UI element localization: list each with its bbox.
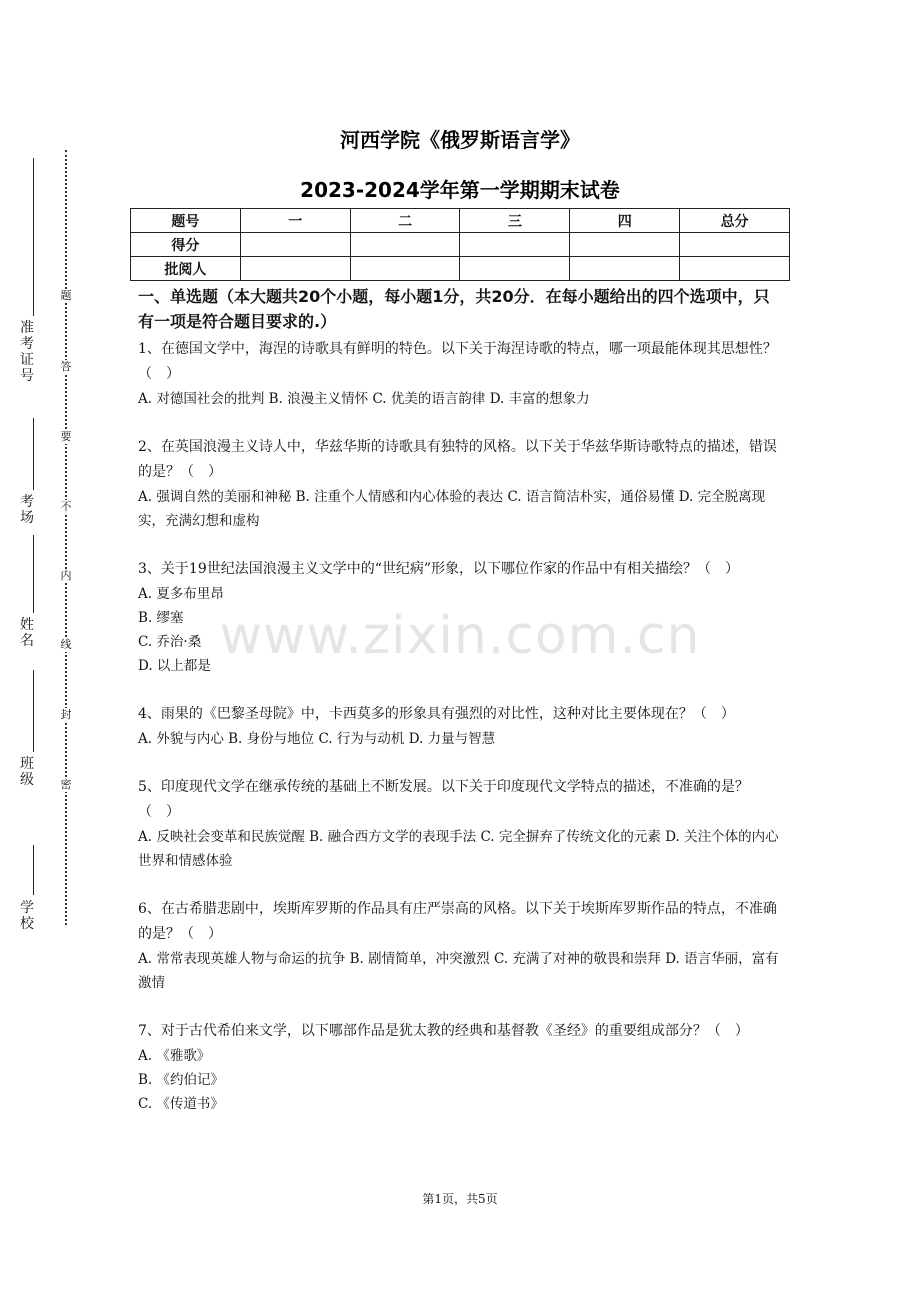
margin-label-ticket-number: 准考证号 xyxy=(20,320,34,384)
margin-label-school: 学校 xyxy=(20,900,34,932)
question-stem: 4、雨果的《巴黎圣母院》中，卡西莫多的形象具有强烈的对比性，这种对比主要体现在？（ ） xyxy=(138,706,735,722)
margin-line-exam-room xyxy=(33,418,34,490)
score-header-cell: 三 xyxy=(460,209,570,233)
score-cell xyxy=(460,257,570,281)
question-list xyxy=(138,284,783,1116)
score-header-cell: 题号 xyxy=(131,209,241,233)
watermark: www.zixin.com.cn xyxy=(219,606,701,666)
seal-char: 题 xyxy=(57,289,75,303)
margin-line-name xyxy=(33,535,34,613)
margin-label-class: 班级 xyxy=(20,756,34,788)
option-b: B. 浪漫主义情怀 xyxy=(268,391,369,407)
question-stem: 1、在德国文学中，海涅的诗歌具有鲜明的特色。以下关于海涅诗歌的特点，哪一项最能体现其思想性？（ ） xyxy=(138,341,777,382)
question-options xyxy=(138,727,783,751)
option-a: A. 外貌与内心 xyxy=(138,731,224,747)
option-d: D. 关注个体的内心世界和情感体验 xyxy=(138,829,779,869)
margin-line-class xyxy=(33,670,34,752)
seal-char: 答 xyxy=(57,360,75,374)
option-c: C. 优美的语言韵律 xyxy=(372,391,486,407)
score-row-label: 批阅人 xyxy=(131,257,241,281)
option-a: A. 强调自然的美丽和神秘 xyxy=(138,489,292,505)
question-options xyxy=(138,825,783,873)
question-stem: 5、印度现代文学在继承传统的基础上不断发展。以下关于印度现代文学特点的描述，不准确的是？（ ） xyxy=(138,779,749,820)
seal-char: 内 xyxy=(57,569,75,583)
question-6 xyxy=(138,897,783,995)
option-d: D. 完全脱离现实，充满幻想和虚构 xyxy=(138,489,766,529)
score-row-label: 得分 xyxy=(131,233,241,257)
question-options xyxy=(138,485,783,533)
score-cell xyxy=(350,257,460,281)
option-d: D. 丰富的想象力 xyxy=(489,391,590,407)
option-a: A. 常常表现英雄人物与命运的抗争 xyxy=(138,951,346,967)
score-cell xyxy=(570,233,680,257)
score-header-cell: 二 xyxy=(350,209,460,233)
score-cell xyxy=(570,257,680,281)
page-footer: 第1页，共5页 xyxy=(422,1192,498,1206)
option-c: C. 语言简洁朴实，通俗易懂 xyxy=(507,489,675,505)
margin-label-name: 姓名 xyxy=(20,617,34,649)
option-c: C. 充满了对神的敬畏和崇拜 xyxy=(493,951,661,967)
seal-char: 不 xyxy=(57,500,75,514)
option-a: A. 反映社会变革和民族觉醒 xyxy=(138,829,305,845)
option-b: B. 剧情简单，冲突激烈 xyxy=(349,951,490,967)
score-cell xyxy=(350,233,460,257)
option-b: B. 融合西方文学的表现手法 xyxy=(309,829,477,845)
seal-char: 封 xyxy=(57,708,75,722)
option-b: B. 注重个人情感和内心体验的表达 xyxy=(295,489,504,505)
question-options xyxy=(138,387,783,411)
score-header-cell: 总分 xyxy=(680,209,790,233)
option-c: C. 《传道书》 xyxy=(138,1096,224,1112)
seal-char: 线 xyxy=(57,638,75,652)
margin-label-exam-room: 考场 xyxy=(20,494,34,526)
score-table-row xyxy=(131,233,790,257)
exam-title: 河西学院《俄罗斯语言学》 xyxy=(340,128,580,152)
score-cell xyxy=(240,233,350,257)
question-4 xyxy=(138,702,783,751)
question-stem: 2、在英国浪漫主义诗人中，华兹华斯的诗歌具有独特的风格。以下关于华兹华斯诗歌特点的描述，错误的是？（ ） xyxy=(138,439,777,480)
score-table-row xyxy=(131,257,790,281)
question-stem: 3、关于19世纪法国浪漫主义文学中的“世纪病”形象，以下哪位作家的作品中有相关描绘？（ ） xyxy=(138,561,740,577)
score-cell xyxy=(460,233,570,257)
score-cell xyxy=(240,257,350,281)
score-cell xyxy=(680,233,790,257)
seal-char: 要 xyxy=(57,430,75,444)
option-b: B. 身份与地位 xyxy=(228,731,315,747)
question-7 xyxy=(138,1019,783,1116)
margin-line-school xyxy=(33,845,34,895)
seal-dotted-line xyxy=(65,150,67,925)
question-options xyxy=(138,947,783,995)
option-b: B. 《约伯记》 xyxy=(138,1072,225,1088)
score-table-header-row xyxy=(131,209,790,233)
score-cell xyxy=(680,257,790,281)
option-b: B. 缪塞 xyxy=(138,610,184,626)
option-a: A. 对德国社会的批判 xyxy=(138,391,265,407)
question-2 xyxy=(138,435,783,533)
section-title: 一、单选题（本大题共20个小题，每小题1分，共20分．在每小题给出的四个选项中，只有一项是符合题目要求的.） xyxy=(138,287,770,331)
option-c: C. 乔治·桑 xyxy=(138,634,202,650)
question-options xyxy=(138,1044,783,1116)
exam-subtitle: 2023-2024学年第一学期期末试卷 xyxy=(300,178,620,202)
question-stem: 7、对于古代希伯来文学，以下哪部作品是犹太教的经典和基督教《圣经》的重要组成部分？（ ） xyxy=(138,1023,749,1039)
option-d: D. 语言华丽，富有激情 xyxy=(138,951,779,991)
question-stem: 6、在古希腊悲剧中，埃斯库罗斯的作品具有庄严崇高的风格。以下关于埃斯库罗斯作品的特点，不准确的是？（ ） xyxy=(138,901,777,942)
question-5 xyxy=(138,775,783,873)
seal-char: 密 xyxy=(57,778,75,792)
score-header-cell: 一 xyxy=(240,209,350,233)
option-d: D. 以上都是 xyxy=(138,658,211,674)
score-header-cell: 四 xyxy=(570,209,680,233)
option-c: C. 行为与动机 xyxy=(318,731,405,747)
score-table xyxy=(130,208,790,281)
option-a: A. 《雅歌》 xyxy=(138,1048,211,1064)
option-c: C. 完全摒弃了传统文化的元素 xyxy=(480,829,661,845)
option-a: A. 夏多布里昂 xyxy=(138,586,224,602)
question-1 xyxy=(138,337,783,411)
option-d: D. 力量与智慧 xyxy=(408,731,496,747)
